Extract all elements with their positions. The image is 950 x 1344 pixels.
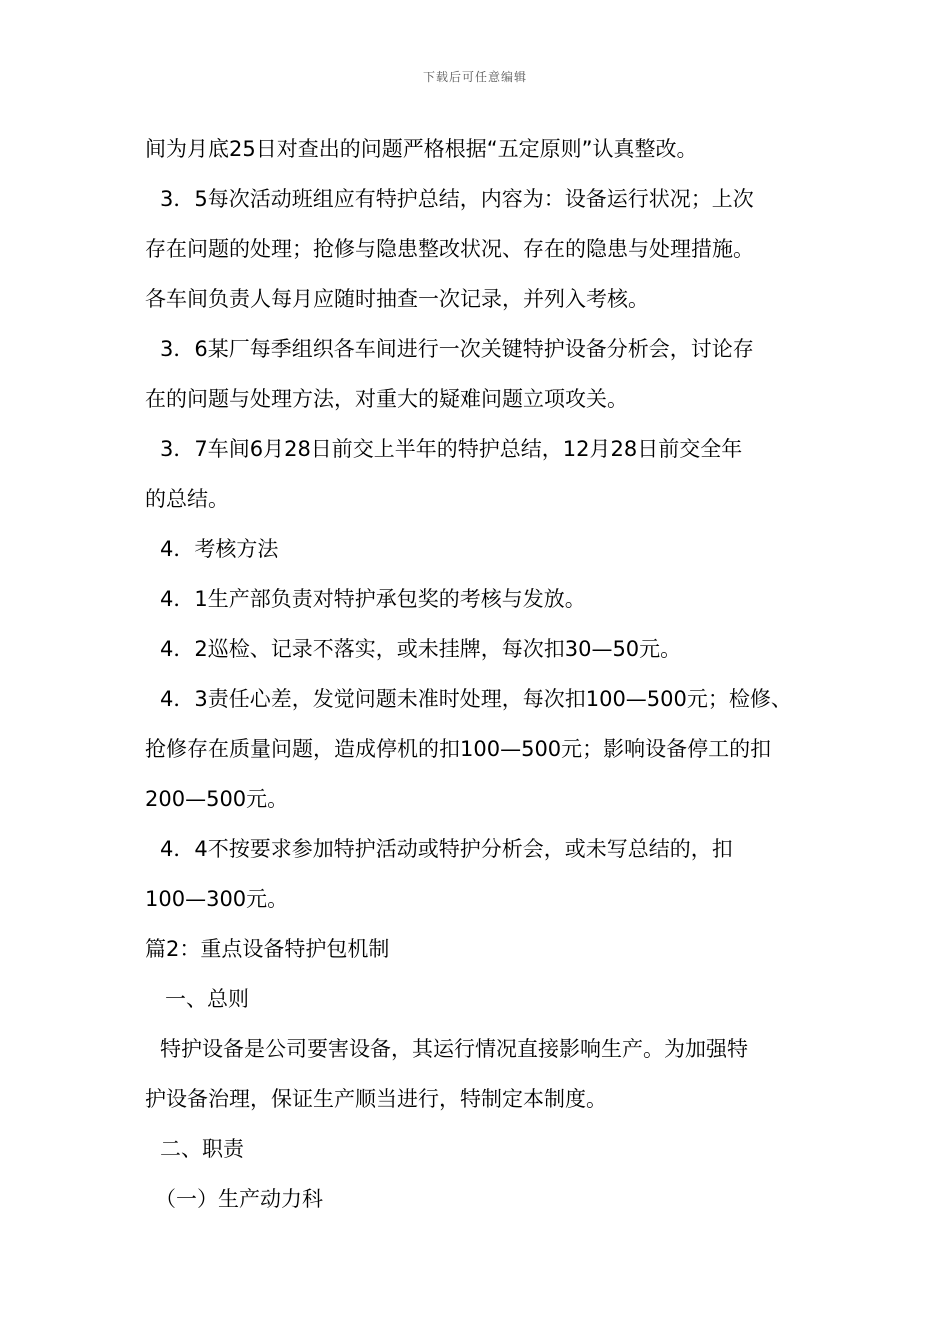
text-line: 100—300元。 — [145, 887, 289, 911]
subsection-heading: （一）生产动力科 — [155, 1187, 323, 1211]
section-heading: 4．考核方法 — [160, 537, 279, 561]
page-header: 下载后可任意编辑 — [422, 70, 527, 84]
text-line: 4．2巡检、记录不落实，或未挂牌，每次扣30—50元。 — [160, 637, 682, 661]
section-heading: 一、总则 — [165, 987, 249, 1011]
text-line: 3．5每次活动班组应有特护总结，内容为：设备运行状况；上次 — [160, 187, 754, 211]
text-line: 抢修存在质量问题，造成停机的扣100—500元；影响设备停工的扣 — [145, 737, 772, 761]
text-line: 4．3责任心差，发觉问题未准时处理，每次扣100—500元；检修、 — [160, 687, 792, 711]
text-line: 4．4不按要求参加特护活动或特护分析会，或未写总结的，扣 — [160, 837, 733, 861]
text-line: 护设备治理，保证生产顺当进行，特制定本制度。 — [145, 1087, 607, 1111]
text-line: 200—500元。 — [145, 787, 289, 811]
text-line: 间为月底25日对查出的问题严格根据“五定原则”认真整改。 — [145, 137, 698, 161]
text-line: 存在问题的处理；抢修与隐患整改状况、存在的隐患与处理措施。 — [145, 237, 754, 261]
text-line: 4．1生产部负责对特护承包奖的考核与发放。 — [160, 587, 586, 611]
text-line: 各车间负责人每月应随时抽查一次记录，并列入考核。 — [145, 287, 649, 311]
text-line: 3．7车间6月28日前交上半年的特护总结，12月28日前交全年 — [160, 437, 743, 461]
text-line: 在的问题与处理方法，对重大的疑难问题立项攻关。 — [145, 387, 628, 411]
section-heading: 二、职责 — [160, 1137, 244, 1161]
text-line: 的总结。 — [145, 487, 229, 511]
text-line: 3．6某厂每季组织各车间进行一次关键特护设备分析会，讨论存 — [160, 337, 754, 361]
text-line: 特护设备是公司要害设备，其运行情况直接影响生产。为加强特 — [160, 1037, 748, 1061]
article-title: 篇2：重点设备特护包机制 — [145, 937, 390, 961]
